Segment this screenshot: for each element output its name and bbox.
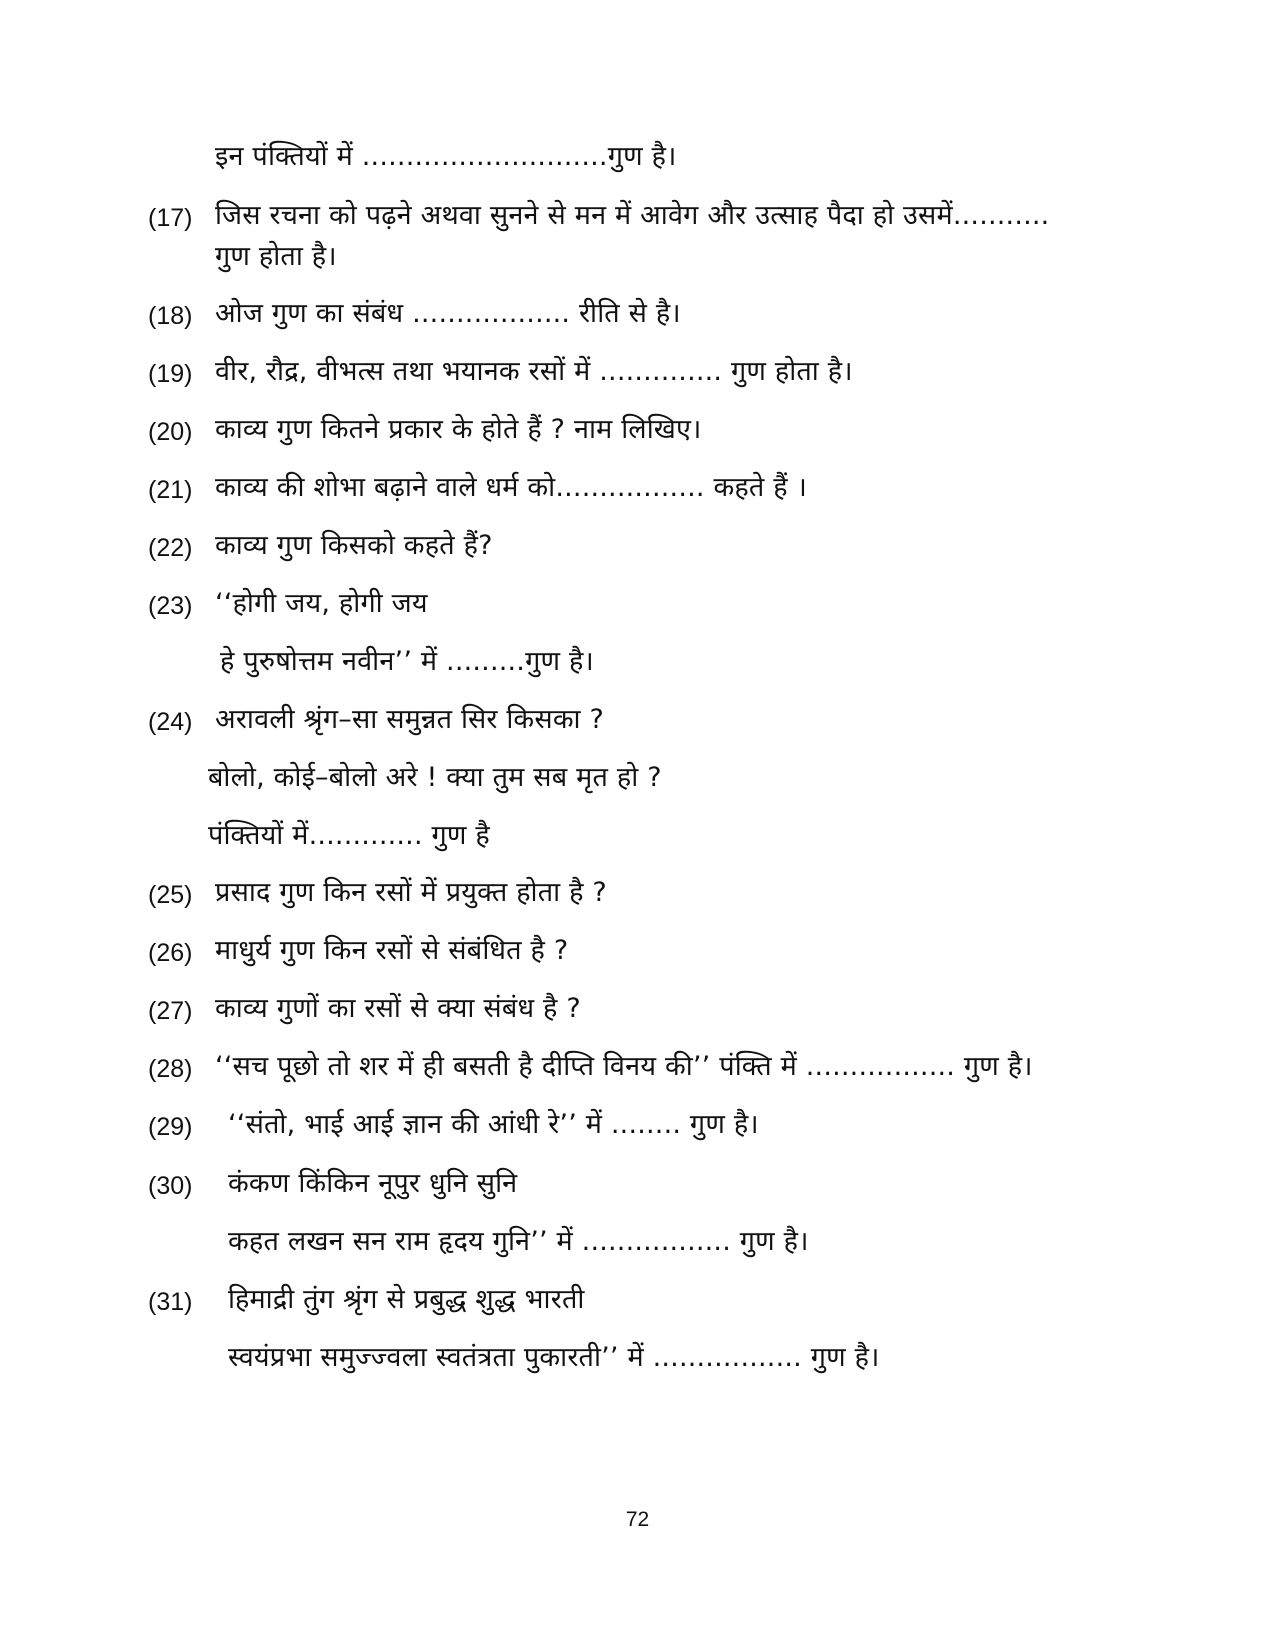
question-number: (23) bbox=[148, 592, 193, 620]
question-number: (31) bbox=[148, 1288, 193, 1316]
question-number: (27) bbox=[148, 997, 193, 1025]
text-line: माधुर्य गुण किन रसों से संबंधित है ? bbox=[215, 935, 569, 966]
question-number: (17) bbox=[148, 204, 193, 232]
text-line: बोलो, कोई–बोलो अरे ! क्या तुम सब मृत हो ? bbox=[208, 762, 662, 793]
question-number: (20) bbox=[148, 418, 193, 446]
question-number: (29) bbox=[148, 1113, 193, 1141]
text-line: ‘‘संतो, भाई आई ज्ञान की आंधी रे’’ में ........ गुण है। bbox=[228, 1109, 759, 1140]
text-line: प्रसाद गुण किन रसों में प्रयुक्त होता है ? bbox=[215, 877, 607, 908]
text-line: इन पंक्तियों में ............................गुण है। bbox=[215, 141, 677, 172]
question-number: (28) bbox=[148, 1055, 193, 1083]
question-number: (25) bbox=[148, 881, 193, 909]
text-line: ओज गुण का संबंध .................. रीति से है। bbox=[215, 298, 681, 329]
text-line: काव्य गुण कितने प्रकार के होते हैं ? नाम लिखिए। bbox=[215, 414, 702, 445]
text-line: वीर, रौद्र, वीभत्स तथा भयानक रसों में .............. गुण होता है। bbox=[215, 356, 853, 387]
text-line: काव्य गुण किसको कहते हैं? bbox=[215, 530, 493, 561]
text-line: पंक्तियों में............. गुण है bbox=[208, 820, 490, 851]
text-line: अरावली श्रृंग–सा समुन्नत सिर किसका ? bbox=[215, 704, 605, 735]
text-line: जिस रचना को पढ़ने अथवा सुनने से मन में आवेग और उत्साह पैदा हो उसमें........... bbox=[215, 200, 1050, 231]
text-line: ‘‘होगी जय, होगी जय bbox=[215, 588, 428, 619]
page-number: 72 bbox=[625, 1508, 650, 1531]
question-number: (22) bbox=[148, 534, 193, 562]
text-line: हिमाद्री तुंग श्रृंग से प्रबुद्ध शुद्ध भारती bbox=[228, 1284, 585, 1315]
text-line: कहत लखन सन राम हृदय गुनि’’ में ................. गुण है। bbox=[228, 1226, 809, 1257]
text-line: काव्य गुणों का रसों से क्या संबंध है ? bbox=[215, 993, 581, 1024]
text-line: स्वयंप्रभा समुज्ज्वला स्वतंत्रता पुकारती’’ में ................. गुण है। bbox=[228, 1342, 880, 1373]
question-number: (18) bbox=[148, 302, 193, 330]
question-number: (30) bbox=[148, 1172, 193, 1200]
text-line: हे पुरुषोत्तम नवीन’’ में .........गुण है। bbox=[220, 646, 594, 677]
question-number: (24) bbox=[148, 708, 193, 736]
text-line: गुण होता है। bbox=[215, 241, 337, 272]
text-line: कंकण किंकिन नूपुर धुनि सुनि bbox=[228, 1168, 518, 1199]
question-number: (26) bbox=[148, 939, 193, 967]
text-line: काव्य की शोभा बढ़ाने वाले धर्म को................. कहते हैं । bbox=[215, 472, 808, 503]
text-line: ‘‘सच पूछो तो शर में ही बसती है दीप्ति विनय की’’ पंक्ति में ................. गुण है। bbox=[215, 1051, 1033, 1082]
question-number: (19) bbox=[148, 360, 193, 388]
question-number: (21) bbox=[148, 476, 193, 504]
